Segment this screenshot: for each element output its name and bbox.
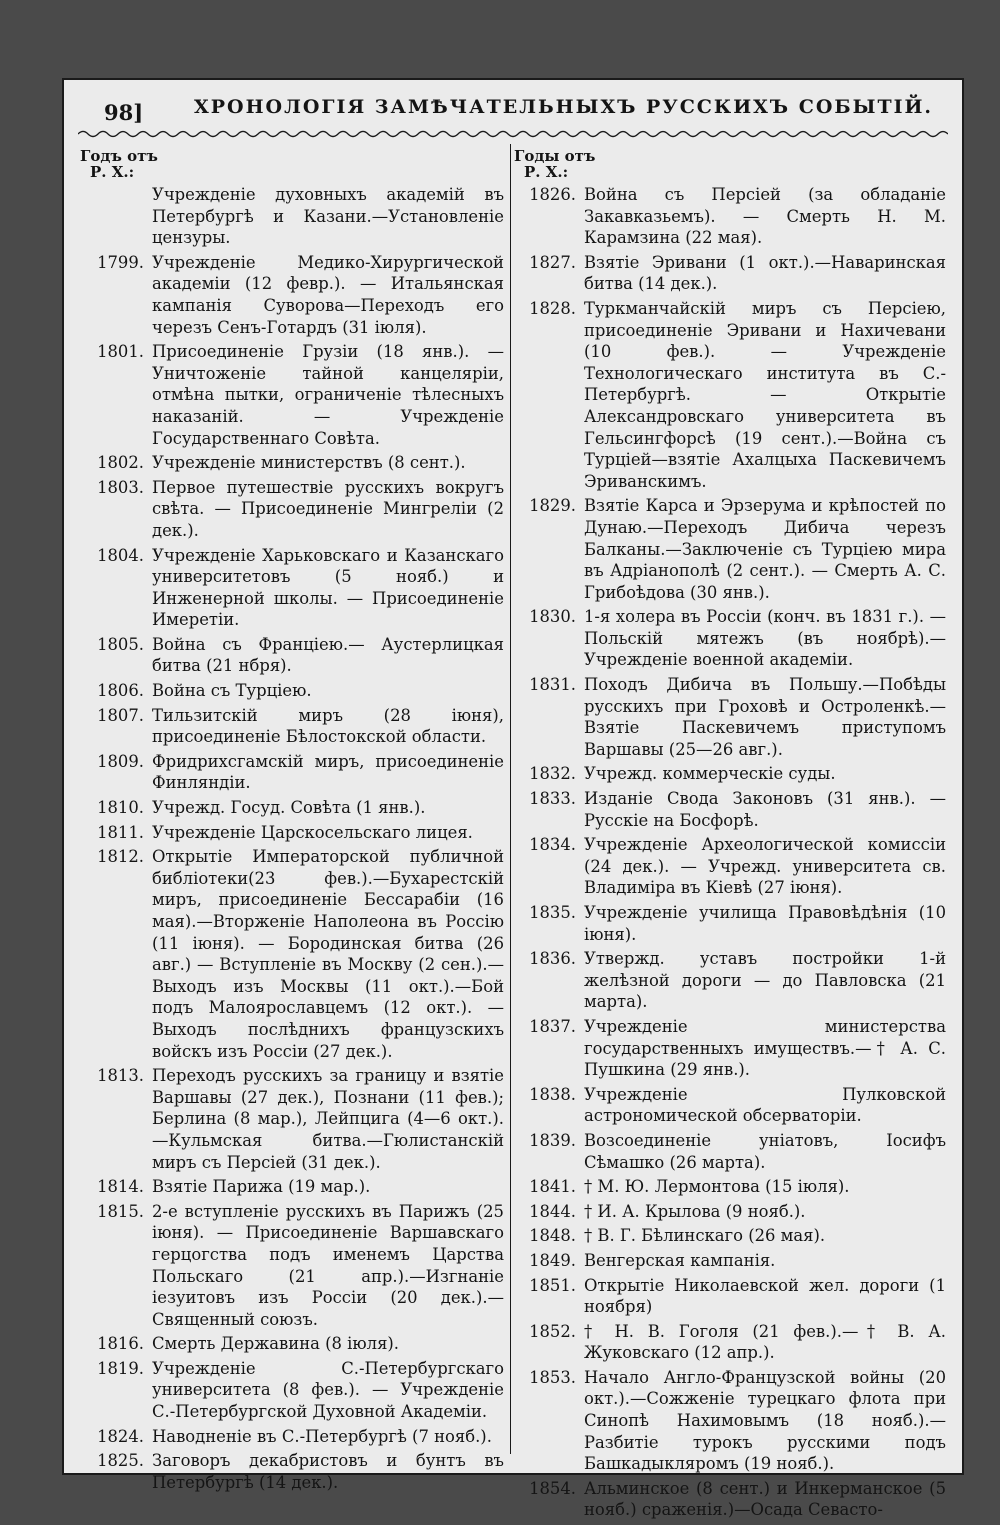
entry-year (80, 184, 152, 249)
entry-year: 1828. (529, 298, 576, 318)
right-entry-list (510, 184, 952, 1521)
entry-year: 1833. (529, 789, 576, 809)
column-heading-line2: Р. Х.: (90, 163, 135, 181)
entry-text: Учрежденіе Харьковскаго и Казанскаго университетовъ (5 нояб.) и Инженерной школы. — Присоединеніе Имеретіи. (152, 545, 504, 630)
chronology-entry (80, 452, 510, 474)
chronology-entry (510, 788, 952, 831)
entry-text: Смерть Державина (8 іюля). (152, 1334, 400, 1354)
entry-text: Взятіе Эривани (1 окт.).—Наваринская битва (14 дек.). (584, 252, 946, 294)
entry-text: Учрежд. коммерческіе суды. (584, 764, 836, 784)
chronology-entry (80, 705, 510, 748)
entry-year: 1812. (97, 847, 144, 867)
entry-text: Заговоръ декабристовъ и бунтъ въ Петербургѣ (14 дек.). (152, 1451, 504, 1492)
entry-text: Возсоединеніе уніатовъ, Іосифъ Сѣмашко (26 марта). (584, 1130, 946, 1172)
entry-year: 1816. (97, 1334, 144, 1354)
chronology-entry (510, 1176, 952, 1198)
entry-year: 1802. (97, 453, 144, 473)
chronology-entry (80, 1358, 510, 1423)
chronology-entry (80, 341, 510, 449)
entry-year: 1830. (529, 607, 576, 627)
chronology-entry (510, 948, 952, 1013)
entry-year: 1834. (529, 835, 576, 855)
running-title: ХРОНОЛОГІЯ ЗАМѢЧАТЕЛЬНЫХЪ РУССКИХЪ СОБЫТІЙ. (194, 96, 934, 118)
left-column (80, 148, 510, 1496)
entry-text: Утвержд. уставъ постройки 1-й желѣзной дороги — до Павловска (21 марта). (584, 949, 946, 1012)
chronology-entry (510, 1478, 952, 1521)
entry-year: 1807. (97, 705, 144, 725)
entry-year: 1815. (97, 1201, 144, 1221)
chronology-entry (80, 1176, 510, 1198)
entry-text: Учрежденіе духовныхъ академій въ Петербургѣ и Казани.—Установленіе цензуры. (152, 185, 504, 248)
column-heading-line2: Р. Х.: (524, 163, 569, 181)
entry-text: † В. Г. Бѣлинскаго (26 мая). (584, 1226, 826, 1246)
entry-year: 1827. (529, 252, 576, 272)
entry-text: Учрежденіе Пулковской астрономической обсерваторіи. (584, 1084, 946, 1126)
entry-year: 1831. (529, 675, 576, 695)
page-header (64, 88, 962, 128)
entry-text: Учрежденіе Археологической комиссіи (24 дек.). — Учрежд. университета св. Владиміра въ Кіевѣ (27 іюня). (584, 835, 946, 898)
right-column (510, 148, 952, 1524)
entry-year: 1804. (97, 545, 144, 565)
entry-text: † И. А. Крылова (9 нояб.). (584, 1201, 806, 1221)
entry-text: Учрежденіе Царскосельскаго лицея. (152, 822, 473, 842)
page-number: 98] (104, 100, 144, 125)
chronology-entry (510, 1250, 952, 1272)
entry-text: Присоединеніе Грузіи (18 янв.). — Уничтоженіе тайной канцеляріи, отмѣна пытки, ограниченіе тѣлесныхъ наказаній. — Учрежденіе Государственнаго Совѣта. (152, 342, 504, 448)
chronology-entry (80, 545, 510, 631)
chronology-entry (510, 1016, 952, 1081)
chronology-entry (80, 1426, 510, 1448)
entry-text: Открытіе Николаевской жел. дороги (1 ноября) (584, 1275, 946, 1317)
entry-year: 1810. (97, 798, 144, 818)
entry-text: Туркманчайскій миръ съ Персіею, присоединеніе Эривани и Нахичевани (10 фев.). — Учрежденіе Технологическаго института въ С.-Петербургѣ. — Открытіе Александровскаго университета въ Гельсингфорсѣ (19 сент.).—Война съ Турціей—взятіе Ахалцыха Паскевичемъ Эриванскимъ. (584, 298, 946, 491)
entry-year: 1853. (529, 1367, 576, 1387)
entry-year: 1837. (529, 1016, 576, 1036)
chronology-entry (80, 751, 510, 794)
chronology-entry (510, 495, 952, 603)
entry-text: Переходъ русскихъ за границу и взятіе Варшавы (27 дек.), Познани (11 фев.); Берлина (8 мар.), Лейпцига (4—6 окт.).—Кульмская битва.—Гюлистанскій миръ съ Персіей (31 дек.). (152, 1066, 504, 1172)
chronology-entry (80, 184, 510, 249)
entry-year: 1849. (529, 1250, 576, 1270)
entry-year: 1819. (97, 1358, 144, 1378)
chronology-entry (510, 1225, 952, 1247)
entry-text: Война съ Персіей (за обладаніе Закавказьемъ). — Смерть Н. М. Карамзина (22 мая). (584, 185, 946, 248)
entry-text: Взятіе Карса и Эрзерума и крѣпостей по Дунаю.—Переходъ Дибича черезъ Балканы.—Заключеніе съ Турціею мира въ Адріанополѣ (2 сент.). — Смерть А. С. Грибоѣдова (30 янв.). (584, 496, 946, 602)
column-heading (80, 148, 510, 180)
chronology-entry (510, 184, 952, 249)
entry-year: 1838. (529, 1084, 576, 1104)
chronology-entry (510, 834, 952, 899)
entry-year: 1826. (529, 185, 576, 204)
entry-text: Изданіе Свода Законовъ (31 янв.). — Русскіе на Босфорѣ. (584, 789, 946, 830)
entry-text: 2-е вступленіе русскихъ въ Парижъ (25 іюня). — Присоединеніе Варшавскаго герцогства подъ именемъ Царства Польскаго (21 апр.).—Изгнаніе іезуитовъ изъ Россіи (20 дек.).—Священный союзъ. (152, 1201, 504, 1329)
entry-text: † М. Ю. Лермонтова (15 іюля). (584, 1177, 850, 1197)
chronology-entry (80, 846, 510, 1062)
entry-text: Учрежд. Госуд. Совѣта (1 янв.). (152, 798, 426, 818)
entry-text: Война съ Франціею.— Аустерлицкая битва (21 нбря). (152, 634, 504, 676)
entry-year: 1852. (529, 1321, 576, 1341)
entry-text: 1-я холера въ Россіи (конч. въ 1831 г.). — Польскій мятежъ (въ ноябрѣ).— Учрежденіе военной академіи. (584, 607, 946, 670)
chronology-entry (510, 1130, 952, 1173)
wavy-rule (78, 128, 948, 140)
book-page (62, 78, 964, 1520)
entry-text: Фридрихсгамскій миръ, присоединеніе Финляндіи. (152, 751, 504, 793)
entry-year: 1825. (97, 1451, 144, 1471)
entry-year: 1844. (529, 1201, 576, 1221)
entry-text: Тильзитскій миръ (28 іюня), присоединеніе Бѣлостокской области. (152, 705, 504, 747)
entry-year: 1841. (529, 1177, 576, 1197)
entry-text: Взятіе Парижа (19 мар.). (152, 1177, 371, 1197)
entry-year: 1806. (97, 681, 144, 701)
entry-year: 1848. (529, 1226, 576, 1246)
entry-year: 1829. (529, 496, 576, 516)
entry-year: 1851. (529, 1275, 576, 1295)
entry-text: Первое путешествіе русскихъ вокругъ свѣта. — Присоединеніе Мингреліи (2 дек.). (152, 477, 504, 540)
chronology-entry (510, 298, 952, 492)
entry-year: 1824. (97, 1426, 144, 1446)
entry-text: Война съ Турціею. (152, 681, 312, 701)
chronology-entry (80, 477, 510, 542)
chronology-entry (510, 1367, 952, 1475)
entry-text: Наводненіе въ С.-Петербургѣ (7 нояб.). (152, 1426, 492, 1446)
entry-year: 1813. (97, 1066, 144, 1086)
column-heading-line1: Годы отъ (514, 147, 596, 165)
chronology-entry (510, 1275, 952, 1318)
entry-text: Учрежденіе министерства государственныхъ имуществъ.—† А. С. Пушкина (29 янв.). (584, 1016, 946, 1080)
chronology-entry (80, 1333, 510, 1355)
entry-text: Учрежденіе С.-Петербургскаго университета (8 фев.). — Учрежденіе С.-Петербургской Духовной Академіи. (152, 1358, 504, 1422)
chronology-entry (510, 1201, 952, 1223)
entry-text: Открытіе Императорской публичной библіотеки(23 фев.).—Бухарестскій миръ, присоединеніе Бессарабіи (16 мая).—Вторженіе Наполеона въ Россію (11 іюня). — Бородинская битва (26 авг.) — Вступленіе въ Москву (2 сен.).—Выходъ изъ Москвы (11 окт.).—Бой подъ Малоярославцемъ (12 окт.). — Выходъ послѣднихъ французскихъ войскъ изъ Россіи (27 дек.). (152, 847, 504, 1061)
entry-text: Венгерская кампанія. (584, 1250, 776, 1270)
entry-text: Учрежденіе Медико-Хирургической академіи (12 февр.). — Итальянская кампанія Суворова—Переходъ его черезъ Сенъ-Готардъ (31 іюля). (152, 252, 504, 337)
chronology-entry (510, 252, 952, 295)
entry-text: † Н. В. Гоголя (21 фев.).—† В. А. Жуковскаго (12 апр.). (584, 1321, 946, 1363)
chronology-entry (80, 1201, 510, 1331)
entry-year: 1832. (529, 764, 576, 784)
chronology-entry (80, 1065, 510, 1173)
chronology-entry (510, 674, 952, 760)
chronology-entry (510, 1084, 952, 1127)
entry-year: 1835. (529, 903, 576, 922)
column-heading-line1: Годъ отъ (80, 147, 158, 165)
chronology-entry (510, 606, 952, 671)
chronology-entry (510, 902, 952, 945)
entry-year: 1803. (97, 477, 144, 497)
entry-year: 1805. (97, 634, 144, 654)
entry-year: 1836. (529, 949, 576, 969)
chronology-entry (80, 822, 510, 844)
entry-year: 1811. (97, 822, 144, 842)
chronology-entry (80, 252, 510, 338)
left-entry-list (80, 184, 510, 1493)
column-heading (510, 148, 952, 180)
chronology-entry (510, 1321, 952, 1364)
chronology-entry (80, 1450, 510, 1493)
entry-year: 1854. (529, 1478, 576, 1498)
entry-text: Учрежденіе министерствъ (8 сент.). (152, 453, 466, 473)
entry-year: 1801. (97, 342, 144, 362)
entry-year: 1814. (97, 1177, 144, 1197)
entry-text: Походъ Дибича въ Польшу.—Побѣды русскихъ при Гроховѣ и Остроленкѣ.— Взятіе Паскевичемъ приступомъ Варшавы (25—26 авг.). (584, 675, 946, 759)
entry-text: Альминское (8 сент.) и Инкерманское (5 нояб.) сраженія.)—Осада Севасто- (584, 1478, 946, 1520)
entry-year: 1809. (97, 751, 144, 771)
chronology-entry (80, 634, 510, 677)
chronology-entry (510, 763, 952, 785)
chronology-entry (80, 797, 510, 819)
entry-text: Учрежденіе училища Правовѣдѣнія (10 іюня). (584, 903, 946, 944)
entry-year: 1799. (97, 252, 144, 272)
entry-text: Начало Англо-Французской войны (20 окт.).—Сожженіе турецкаго флота при Синопѣ Нахимовымъ (18 нояб.).—Разбитіе турокъ русскими подъ Башкадыкляромъ (19 нояб.). (584, 1367, 946, 1474)
chronology-entry (80, 680, 510, 702)
entry-year: 1839. (529, 1130, 576, 1150)
